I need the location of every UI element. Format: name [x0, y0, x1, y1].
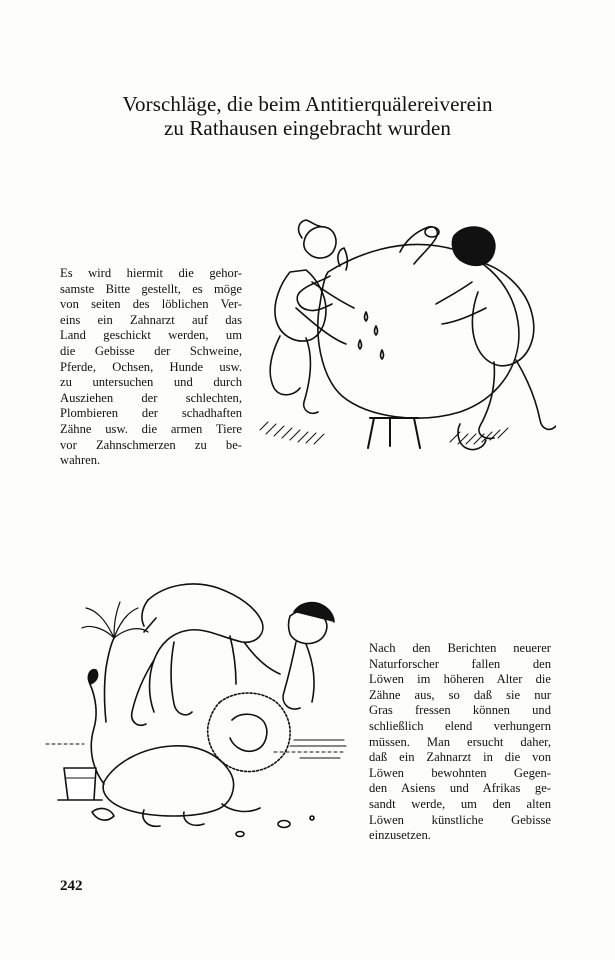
- text-line: Löwen im höheren Alter die: [369, 672, 551, 687]
- text-line: die Gebisse der Schweine,: [60, 343, 242, 358]
- tooth: [310, 816, 314, 820]
- tooth: [278, 821, 290, 828]
- text-line: den Asiens und Afrikas ge-: [369, 781, 551, 796]
- text-line: Löwen bewohnten Gegen-: [369, 765, 551, 780]
- palm-trunk: [105, 638, 115, 722]
- text-line: Naturforscher fallen den: [369, 656, 551, 671]
- dentist-left-legs: [270, 336, 318, 413]
- text-line: Löwen künstliche Gebisse: [369, 812, 551, 827]
- paragraph-pig-dentist: [60, 266, 242, 469]
- lion-mane: [208, 693, 290, 772]
- pig-tears: [359, 312, 384, 359]
- dentist-left-head: [304, 227, 336, 258]
- palm-fronds: [82, 602, 148, 638]
- page-number: 242: [60, 878, 83, 894]
- text-line: Es wird hiermit die gehor-: [60, 266, 242, 280]
- dentist-right-legs: [479, 360, 556, 438]
- lion-face: [230, 714, 267, 751]
- title-line-1: Vorschläge, die beim Antitierquälereiverein: [122, 92, 493, 116]
- dentist-left-arm: [296, 282, 354, 344]
- sand-hatching: [290, 740, 346, 758]
- stool: [368, 418, 420, 448]
- text-line: Gras fressen können und: [369, 703, 551, 718]
- top-hat: [58, 768, 102, 800]
- text-line: Plombieren der schadhaften: [60, 406, 242, 421]
- dentist-right-arm: [436, 282, 486, 324]
- text-line: von seiten des löblichen Ver-: [60, 297, 242, 312]
- text-line: sandt werde, um den alten: [369, 796, 551, 811]
- text-line: wahren.: [60, 453, 101, 468]
- lion-tail-tuft: [88, 670, 97, 684]
- text-line: Pferde, Ochsen, Hunde usw.: [60, 359, 242, 374]
- tooth: [236, 832, 244, 837]
- lion-body: [103, 746, 233, 816]
- text-line: zu untersuchen und durch: [60, 375, 242, 390]
- dentist-legs: [132, 642, 192, 725]
- text-line: Nach den Berichten neuerer: [369, 641, 551, 655]
- pig-ear: [338, 248, 347, 270]
- title-line-2: zu Rathausen eingebracht wurden: [163, 116, 452, 140]
- text-line: einzusetzen.: [369, 828, 431, 843]
- pig-body: [318, 244, 519, 418]
- dentist-body-right: [283, 642, 314, 709]
- text-line: Zähne usw. die armen Tiere: [60, 421, 242, 436]
- text-line: Zähne aus, so daß sie nur: [369, 687, 551, 702]
- lion-dentist-illustration: [44, 572, 358, 848]
- text-line: schließlich elend verhungern: [369, 718, 551, 733]
- pig-dentist-illustration: [250, 212, 556, 472]
- text-line: müssen. Man ersucht daher,: [369, 734, 551, 749]
- dentist-right-body: [472, 262, 533, 366]
- page-title: [0, 92, 615, 140]
- dentist-left-hair: [299, 220, 320, 238]
- dentist-arms: [230, 636, 280, 684]
- paragraph-lion-dentures: [369, 641, 551, 844]
- dentist-hair: [294, 603, 334, 622]
- text-line: Ausziehen der schlechten,: [60, 390, 242, 405]
- text-line: Land geschickt werden, um: [60, 328, 242, 343]
- dentist-right-head: [453, 227, 495, 265]
- text-line: eins ein Zahnarzt auf das: [60, 312, 242, 327]
- dropped-item: [92, 809, 114, 821]
- text-line: samste Bitte gestellt, es möge: [60, 281, 242, 296]
- text-line: daß ein Zahnarzt in die von: [369, 750, 551, 765]
- text-line: vor Zahnschmerzen zu be-: [60, 437, 242, 452]
- pig-head: [297, 276, 332, 311]
- ground-hatching: [260, 422, 508, 444]
- dentist-coat-tail: [142, 600, 156, 632]
